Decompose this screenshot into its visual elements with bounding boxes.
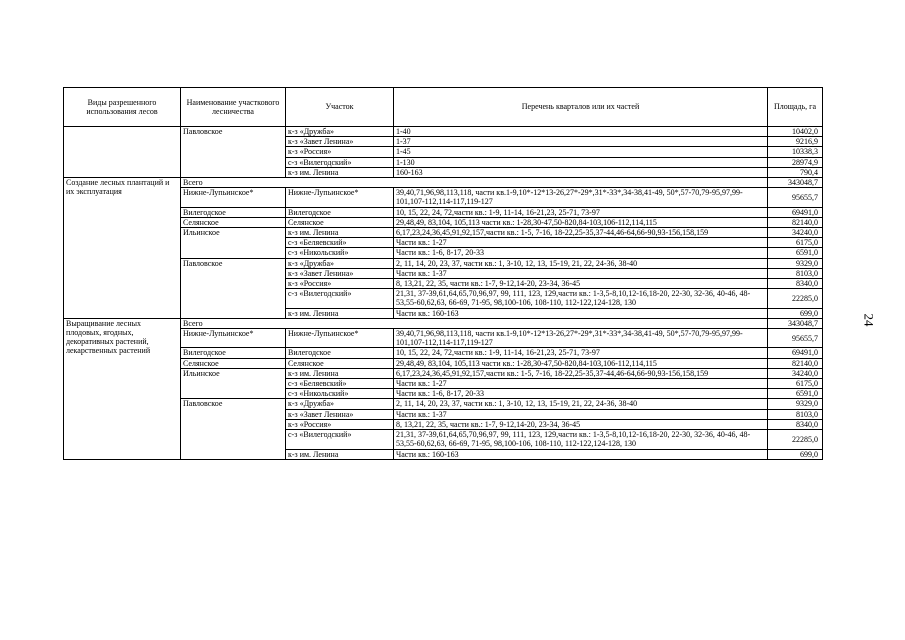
- table-header-row: [64, 88, 823, 127]
- cell-forestry: Нижне-Лупьинское*: [181, 329, 286, 348]
- cell-area: 69491,0: [768, 207, 823, 217]
- cell-area: 8103,0: [768, 409, 823, 419]
- cell-plot: к-з «Завет Ленина»: [286, 268, 394, 278]
- cell-area: 34240,0: [768, 228, 823, 238]
- cell-plot: к-з «Дружба»: [286, 258, 394, 268]
- cell-plot: Вилегодское: [286, 348, 394, 358]
- cell-plot: к-з им. Ленина: [286, 167, 394, 177]
- cell-plot: к-з им. Ленина: [286, 308, 394, 318]
- header-forestry: Наименование участкового лесничества: [181, 88, 286, 127]
- forest-use-table: [63, 87, 823, 460]
- cell-area: 699,0: [768, 308, 823, 318]
- cell-plot: Селянское: [286, 217, 394, 227]
- cell-area: 343048,7: [768, 318, 823, 328]
- cell-area: 343048,7: [768, 178, 823, 188]
- cell-area: 9216,9: [768, 137, 823, 147]
- cell-total-label: Всего: [181, 178, 768, 188]
- cell-area: 8103,0: [768, 268, 823, 278]
- cell-area: 6175,0: [768, 379, 823, 389]
- cell-quarters: Части кв.: 160-163: [394, 308, 768, 318]
- cell-plot: с-з «Вилегодский»: [286, 430, 394, 449]
- cell-area: 8340,0: [768, 279, 823, 289]
- cell-quarters: 39,40,71,96,98,113,118, части кв.1-9,10*-12*13-26,27*-29*,31*-33*,34-38,41-49, 50*,57-70,79-95,97,99-101,107-112,114-117,119-127: [394, 188, 768, 207]
- cell-area: 82140,0: [768, 217, 823, 227]
- cell-forestry: Вилегодское: [181, 348, 286, 358]
- cell-plot: с-з «Беляевский»: [286, 238, 394, 248]
- header-plot: Участок: [286, 88, 394, 127]
- cell-plot: Вилегодское: [286, 207, 394, 217]
- cell-area: 22285,0: [768, 289, 823, 308]
- cell-plot: к-з им. Ленина: [286, 368, 394, 378]
- table-row: [64, 178, 823, 188]
- cell-quarters: 21,31, 37-39,61,64,65,70,96,97, 99, 111, 123, 129,части кв.: 1-3,5-8,10,12-16,18-20, 22-30, 32-36, 40-46, 48-53,55-60,62,63, 66-69, 71-95, 98,100-106, 108-110, 112-122,124-128, 130: [394, 430, 768, 449]
- cell-area: 10402,0: [768, 127, 823, 137]
- cell-plot: с-з «Никольский»: [286, 389, 394, 399]
- cell-forestry: Павловское: [181, 258, 286, 318]
- cell-quarters: 8, 13,21, 22, 35, части кв.: 1-7, 9-12,14-20, 23-34, 36-45: [394, 279, 768, 289]
- cell-quarters: 10, 15, 22, 24, 72,части кв.: 1-9, 11-14, 16-21,23, 25-71, 73-97: [394, 207, 768, 217]
- cell-plot: с-з «Вилегодский»: [286, 289, 394, 308]
- table-body: [64, 127, 823, 460]
- cell-plot: с-з «Вилегодский»: [286, 157, 394, 167]
- cell-use: Создание лесных плантаций и их эксплуатация: [64, 178, 181, 319]
- cell-area: 6591,0: [768, 248, 823, 258]
- cell-quarters: 1-37: [394, 137, 768, 147]
- cell-area: 6591,0: [768, 389, 823, 399]
- header-area: Площадь, га: [768, 88, 823, 127]
- cell-quarters: 1-45: [394, 147, 768, 157]
- header-use: Виды разрешенного использования лесов: [64, 88, 181, 127]
- cell-area: 82140,0: [768, 358, 823, 368]
- cell-quarters: 29,48,49, 83,104, 105,113 части кв.: 1-28,30-47,50-820,84-103,106-112,114,115: [394, 217, 768, 227]
- cell-area: 6175,0: [768, 238, 823, 248]
- cell-plot: к-з «Завет Ленина»: [286, 137, 394, 147]
- cell-quarters: Части кв.: 1-37: [394, 409, 768, 419]
- cell-quarters: 39,40,71,96,98,113,118, части кв.1-9,10*-12*13-26,27*-29*,31*-33*,34-38,41-49, 50*,57-70,79-95,97,99-101,107-112,114-117,119-127: [394, 329, 768, 348]
- cell-forestry: Вилегодское: [181, 207, 286, 217]
- cell-plot: с-з «Беляевский»: [286, 379, 394, 389]
- cell-plot: Селянское: [286, 358, 394, 368]
- cell-area: 28974,9: [768, 157, 823, 167]
- cell-quarters: Части кв.: 1-27: [394, 379, 768, 389]
- cell-area: 9329,0: [768, 399, 823, 409]
- cell-quarters: 6,17,23,24,36,45,91,92,157,части кв.: 1-5, 7-16, 18-22,25-35,37-44,46-64,66-90,93-156,158,159: [394, 228, 768, 238]
- cell-area: 22285,0: [768, 430, 823, 449]
- cell-quarters: Части кв.: 1-6, 8-17, 20-33: [394, 389, 768, 399]
- cell-quarters: Части кв.: 1-37: [394, 268, 768, 278]
- cell-forestry: Павловское: [181, 399, 286, 459]
- cell-forestry: Павловское: [181, 127, 286, 178]
- cell-quarters: Части кв.: 1-6, 8-17, 20-33: [394, 248, 768, 258]
- cell-quarters: 160-163: [394, 167, 768, 177]
- cell-forestry: Ильинское: [181, 228, 286, 259]
- cell-quarters: Части кв.: 1-27: [394, 238, 768, 248]
- cell-quarters: 8, 13,21, 22, 35, части кв.: 1-7, 9-12,14-20, 23-34, 36-45: [394, 419, 768, 429]
- cell-total-label: Всего: [181, 318, 768, 328]
- cell-plot: к-з «Завет Ленина»: [286, 409, 394, 419]
- cell-area: 69491,0: [768, 348, 823, 358]
- cell-plot: Нижне-Лупьинское*: [286, 329, 394, 348]
- cell-area: 790,4: [768, 167, 823, 177]
- cell-quarters: 1-130: [394, 157, 768, 167]
- cell-area: 10338,3: [768, 147, 823, 157]
- cell-plot: к-з «Россия»: [286, 419, 394, 429]
- cell-quarters: Части кв.: 160-163: [394, 449, 768, 459]
- header-quarters: Перечень кварталов или их частей: [394, 88, 768, 127]
- cell-plot: с-з «Никольский»: [286, 248, 394, 258]
- cell-quarters: 6,17,23,24,36,45,91,92,157,части кв.: 1-5, 7-16, 18-22,25-35,37-44,46-64,66-90,93-156,158,159: [394, 368, 768, 378]
- cell-plot: к-з «Россия»: [286, 279, 394, 289]
- cell-quarters: 21,31, 37-39,61,64,65,70,96,97, 99, 111, 123, 129,части кв.: 1-3,5-8,10,12-16,18-20, 22-30, 32-36, 40-46, 48-53,55-60,62,63, 66-69, 71-95, 98,100-106, 108-110, 112-122,124-128, 130: [394, 289, 768, 308]
- cell-plot: к-з им. Ленина: [286, 449, 394, 459]
- cell-quarters: 1-40: [394, 127, 768, 137]
- cell-use: [64, 127, 181, 178]
- cell-area: 34240,0: [768, 368, 823, 378]
- cell-plot: к-з «Дружба»: [286, 127, 394, 137]
- cell-plot: Нижне-Лупьинское*: [286, 188, 394, 207]
- cell-area: 95655,7: [768, 329, 823, 348]
- cell-area: 9329,0: [768, 258, 823, 268]
- cell-use: Выращивание лесных плодовых, ягодных, декоративных растений, лекарственных растений: [64, 318, 181, 459]
- cell-plot: к-з «Дружба»: [286, 399, 394, 409]
- cell-forestry: Нижне-Лупьинское*: [181, 188, 286, 207]
- cell-area: 699,0: [768, 449, 823, 459]
- cell-forestry: Селянское: [181, 217, 286, 227]
- table-row: [64, 127, 823, 137]
- cell-plot: к-з «Россия»: [286, 147, 394, 157]
- document-sheet: [63, 87, 822, 460]
- table-row: [64, 318, 823, 328]
- cell-area: 95655,7: [768, 188, 823, 207]
- cell-forestry: Селянское: [181, 358, 286, 368]
- page-number: 24: [861, 313, 877, 327]
- cell-forestry: Ильинское: [181, 368, 286, 399]
- cell-quarters: 10, 15, 22, 24, 72,части кв.: 1-9, 11-14, 16-21,23, 25-71, 73-97: [394, 348, 768, 358]
- cell-quarters: 2, 11, 14, 20, 23, 37, части кв.: 1, 3-10, 12, 13, 15-19, 21, 22, 24-36, 38-40: [394, 258, 768, 268]
- cell-area: 8340,0: [768, 419, 823, 429]
- cell-quarters: 2, 11, 14, 20, 23, 37, части кв.: 1, 3-10, 12, 13, 15-19, 21, 22, 24-36, 38-40: [394, 399, 768, 409]
- cell-quarters: 29,48,49, 83,104, 105,113 части кв.: 1-28,30-47,50-820,84-103,106-112,114,115: [394, 358, 768, 368]
- cell-plot: к-з им. Ленина: [286, 228, 394, 238]
